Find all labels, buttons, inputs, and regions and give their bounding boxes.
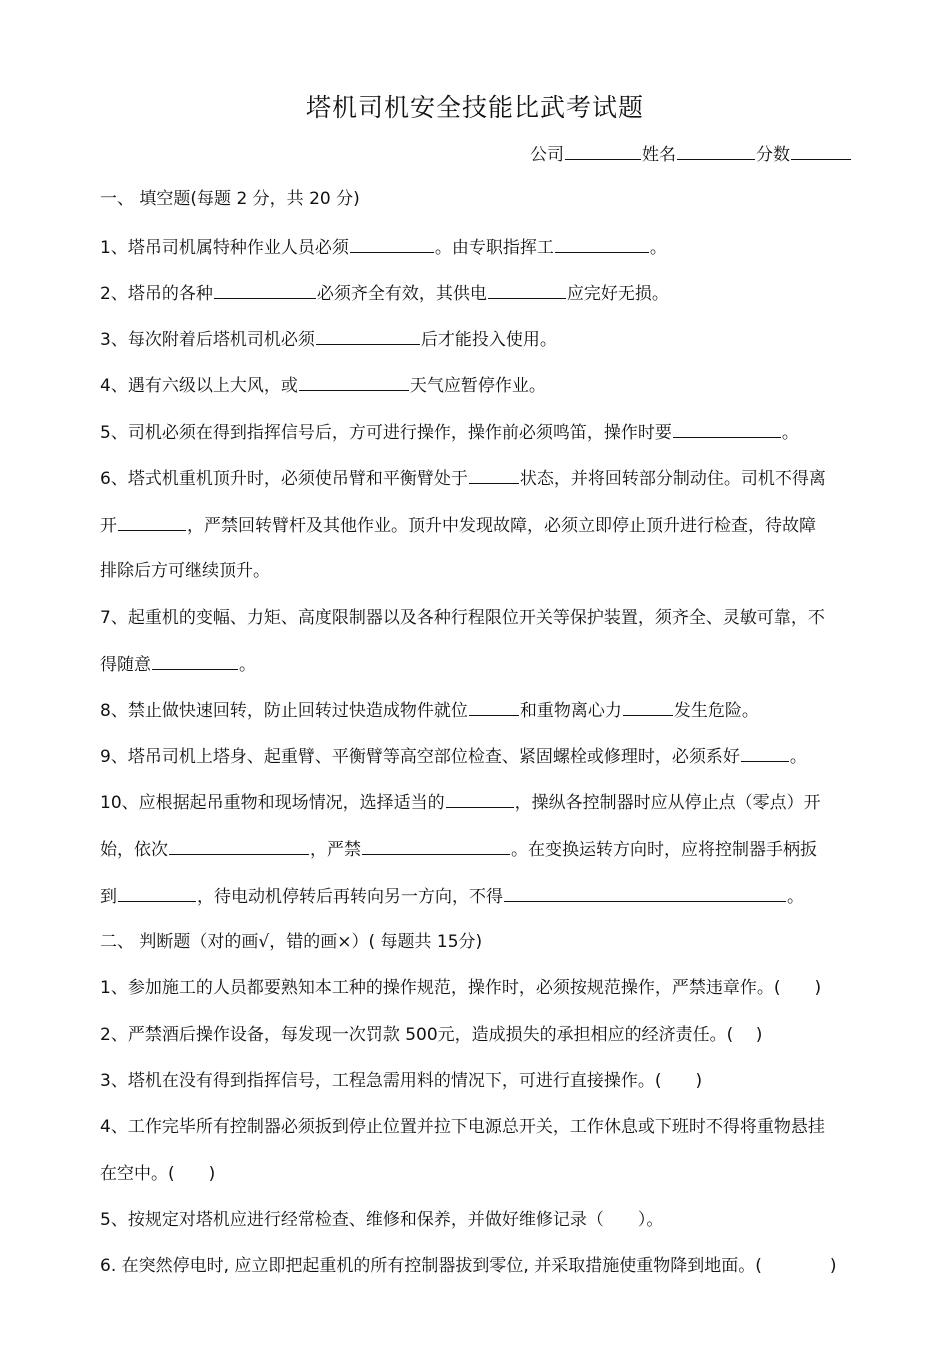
question-text: 。	[649, 238, 667, 258]
question-1-2	[100, 282, 669, 305]
header-info	[530, 140, 852, 165]
question-2-4-cont: 在空中。( )	[100, 1164, 216, 1184]
question-text: 4、遇有六级以上大风，或	[100, 376, 298, 396]
question-1-10	[100, 791, 821, 814]
answer-blank[interactable]	[299, 374, 409, 391]
question-text: 。	[787, 887, 804, 907]
company-label: 公司	[530, 145, 564, 165]
answer-blank[interactable]	[555, 236, 649, 253]
question-text: 后才能投入使用。	[420, 330, 557, 350]
answer-blank[interactable]	[488, 282, 566, 299]
question-text: 2、塔吊的各种	[100, 284, 213, 304]
answer-blank[interactable]	[741, 745, 789, 762]
answer-blank[interactable]	[350, 236, 434, 253]
answer-blank[interactable]	[446, 791, 514, 808]
score-blank[interactable]	[791, 143, 851, 160]
question-2-3: 3、塔机在没有得到指挥信号，工程急需用料的情况下，可进行直接操作。( )	[100, 1071, 703, 1091]
question-text: 。	[781, 423, 799, 443]
question-1-1	[100, 236, 667, 259]
question-1-7	[100, 607, 825, 629]
question-text: 发生危险。	[673, 701, 759, 721]
question-text: 始，依次	[100, 840, 168, 860]
question-text: ，严禁回转臂杆及其他作业。顶升中发现故障，必须立即停止顶升进行检查，待故障	[187, 516, 816, 536]
answer-blank[interactable]	[118, 514, 186, 531]
question-2-5: 5、按规定对塔机应进行经常检查、维修和保养，并做好维修记录（ ）。	[100, 1210, 664, 1230]
section2-heading: 二、 判断题（对的画√，错的画×）( 每题共 15分)	[100, 932, 483, 952]
question-text: 状态，并将回转部分制动住。司机不得离	[519, 469, 826, 489]
question-1-7-cont	[100, 653, 256, 676]
question-text: 和重物离心力	[519, 701, 622, 721]
question-1-10-cont	[100, 838, 817, 861]
question-text: 。	[239, 655, 256, 675]
question-2-2: 2、严禁酒后操作设备，每发现一次罚款 500元，造成损失的承担相应的经济责任。( )	[100, 1025, 763, 1045]
question-text: 8、禁止做快速回转，防止回转过快造成物件就位	[100, 701, 468, 721]
question-2-1: 1、参加施工的人员都要熟知本工种的操作规范，操作时，必须按规范操作，严禁违章作。( )	[100, 978, 822, 998]
question-text: 5、司机必须在得到指挥信号后，方可进行操作，操作前必须鸣笛，操作时要	[100, 423, 672, 443]
answer-blank[interactable]	[623, 699, 673, 716]
question-text: 到	[100, 887, 117, 907]
company-blank[interactable]	[565, 143, 641, 160]
question-text: 7、起重机的变幅、力矩、高度限制器以及各种行程限位开关等保护装置，须齐全、灵敏可靠，不	[100, 608, 825, 628]
question-text: 天气应暂停作业。	[409, 376, 546, 396]
question-1-10-cont2	[100, 885, 804, 908]
question-text: 。由专职指挥工	[434, 238, 554, 258]
score-label: 分数	[756, 145, 790, 165]
question-text: 9、塔吊司机上塔身、起重臂、平衡臂等高空部位检查、紧固螺栓或修理时，必须系好	[100, 747, 740, 767]
question-text: 。	[789, 747, 807, 767]
answer-blank[interactable]	[316, 328, 420, 345]
name-label: 姓名	[642, 145, 676, 165]
question-text: ，严禁	[310, 840, 361, 860]
section1-heading: 一、 填空题(每题 2 分，共 20 分)	[100, 189, 360, 209]
question-text: 1、塔吊司机属特种作业人员必须	[100, 238, 349, 258]
answer-blank[interactable]	[362, 838, 510, 855]
page-title: 塔机司机安全技能比武考试题	[305, 93, 644, 122]
question-text: 必须齐全有效，其供电	[316, 284, 487, 304]
answer-blank[interactable]	[469, 467, 519, 484]
question-text: ，操纵各控制器时应从停止点（零点）开	[514, 793, 821, 813]
question-text: 6、塔式机重机顶升时，必须使吊臂和平衡臂处于	[100, 469, 468, 489]
question-text: 10、应根据起吊重物和现场情况，选择适当的	[100, 793, 445, 813]
answer-blank[interactable]	[169, 838, 309, 855]
answer-blank[interactable]	[469, 699, 519, 716]
question-1-5	[100, 421, 799, 444]
answer-blank[interactable]	[673, 421, 781, 438]
question-1-9	[100, 745, 807, 768]
answer-blank[interactable]	[152, 653, 238, 670]
question-1-8	[100, 699, 759, 722]
question-1-6	[100, 467, 826, 490]
name-blank[interactable]	[677, 143, 755, 160]
answer-blank[interactable]	[504, 885, 786, 902]
question-1-3	[100, 328, 557, 351]
question-text: 。在变换运转方向时，应将控制器手柄扳	[511, 840, 817, 860]
answer-blank[interactable]	[214, 282, 316, 299]
question-text: 开	[100, 516, 117, 536]
question-1-6-cont	[100, 514, 816, 537]
question-2-6: 6. 在突然停电时, 应立即把起重机的所有控制器拔到零位, 并采取措施使重物降到地面。( )	[100, 1256, 837, 1276]
question-text: 得随意	[100, 655, 151, 675]
question-1-4	[100, 374, 546, 397]
question-text: 3、每次附着后塔机司机必须	[100, 330, 315, 350]
question-text: 应完好无损。	[566, 284, 669, 304]
question-1-6-cont2	[100, 560, 270, 582]
answer-blank[interactable]	[118, 885, 196, 902]
question-2-4: 4、工作完毕所有控制器必须扳到停止位置并拉下电源总开关，工作休息或下班时不得将重物悬挂	[100, 1117, 825, 1137]
question-text: 排除后方可继续顶升。	[100, 561, 270, 581]
question-text: ，待电动机停转后再转向另一方向，不得	[197, 887, 503, 907]
